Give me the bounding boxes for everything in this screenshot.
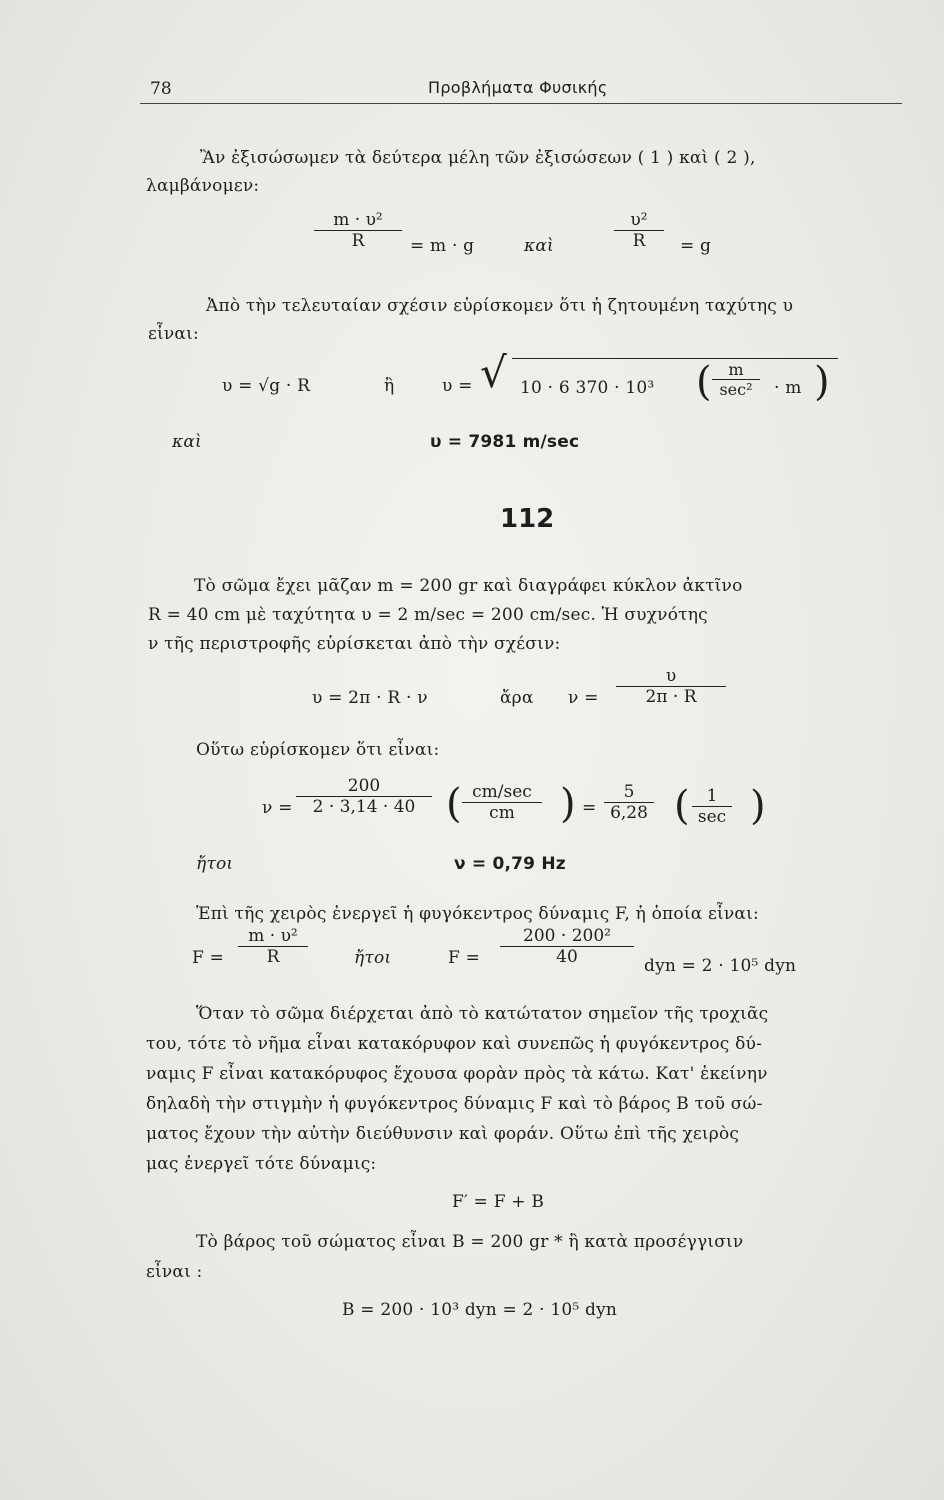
paragraph-line: ν τῆς περιστροφῆς εὑρίσκεται ἀπὸ τὴν σχέσιν: (148, 634, 561, 654)
paren: ( (674, 783, 690, 829)
paren: ( (446, 781, 462, 827)
result-equation: υ = 7981 m/sec (430, 432, 580, 452)
fraction: υ 2π · R (616, 666, 726, 707)
equation-text: = (582, 798, 597, 818)
equation-text: υ = (442, 376, 473, 396)
equation-text: υ = 2π · R · ν (312, 688, 428, 708)
result-equation: ν = 0,79 Hz (454, 854, 566, 874)
conjunction: καὶ (172, 432, 202, 452)
conjunction: ἢ (384, 376, 395, 396)
fraction: υ² R (614, 210, 664, 251)
running-title: Προβλήματα Φυσικής (428, 78, 608, 97)
paragraph-line: Τὸ βάρος τοῦ σώματος εἶναι B = 200 gr * ἢ κατὰ προσέγγισιν (196, 1232, 744, 1252)
conjunction: ἄρα (500, 688, 534, 708)
root-bar (512, 358, 838, 359)
paragraph-line: Τὸ σῶμα ἔχει μᾶζαν m = 200 gr καὶ διαγράφει κύκλον ἀκτῖνο (194, 576, 743, 596)
fraction: cm/sec cm (462, 782, 542, 823)
equation-text: 10 · 6 370 · 10³ (520, 378, 655, 398)
paragraph-line: Ἂν ἐξισώσωμεν τὰ δεύτερα μέλη τῶν ἐξισώσεων ( 1 ) καὶ ( 2 ), (200, 148, 756, 168)
paren: ) (750, 783, 766, 829)
equation-text: · m (774, 378, 802, 398)
equation-text: = m · g (410, 236, 475, 256)
paragraph-line: δηλαδὴ τὴν στιγμὴν ἡ φυγόκεντρος δύναμις F καὶ τὸ βάρος B τοῦ σώ- (146, 1094, 763, 1114)
paragraph-line: Ἐπὶ τῆς χειρὸς ἐνεργεῖ ἡ φυγόκεντρος δύναμις F, ἡ ὁποία εἶναι: (196, 904, 759, 924)
paren: ( (696, 359, 712, 405)
fraction: m · υ² R (238, 926, 308, 967)
fraction: 1 sec (692, 786, 732, 827)
conjunction: ἤτοι (354, 948, 392, 968)
equation-text: υ = √g · R (222, 376, 311, 396)
paragraph-line: εἶναι: (148, 324, 199, 344)
fraction: m · υ² R (314, 210, 402, 251)
equation-text: F = (448, 948, 481, 968)
paragraph-line: ναμις F εἶναι κατακόρυφος ἔχουσα φορὰν πρὸς τὰ κάτω. Κατ' ἐκείνην (146, 1064, 768, 1084)
equation-text: = g (680, 236, 712, 256)
equation-text: F′ = F + B (452, 1192, 545, 1212)
problem-number: 112 (500, 504, 555, 534)
fraction: 200 2 · 3,14 · 40 (296, 776, 432, 817)
root-sign: √ (480, 348, 507, 397)
paragraph-line: ματος ἔχουν τὴν αὐτὴν διεύθυνσιν καὶ φοράν. Οὕτω ἐπὶ τῆς χειρὸς (146, 1124, 740, 1144)
equation-text: ν = (568, 688, 599, 708)
conjunction: ἤτοι (196, 854, 234, 874)
paragraph-line: λαμβάνομεν: (146, 176, 260, 196)
fraction: m sec² (712, 360, 760, 399)
equation-text: F = (192, 948, 225, 968)
header-rule (140, 103, 902, 104)
paragraph-line: εἶναι : (146, 1262, 203, 1282)
fraction: 5 6,28 (604, 782, 654, 823)
equation-text: dyn = 2 · 10⁵ dyn (644, 956, 797, 976)
fraction: 200 · 200² 40 (500, 926, 634, 967)
paragraph-line: Οὕτω εὑρίσκομεν ὅτι εἶναι: (196, 740, 440, 760)
paragraph-line: Ἀπὸ τὴν τελευταίαν σχέσιν εὑρίσκομεν ὅτι ἡ ζητουμένη ταχύτης υ (206, 296, 794, 316)
paren: ) (560, 781, 576, 827)
paragraph-line: R = 40 cm μὲ ταχύτητα υ = 2 m/sec = 200 cm/sec. Ἡ συχνότης (148, 605, 708, 625)
paragraph-line: Ὅταν τὸ σῶμα διέρχεται ἀπὸ τὸ κατώτατον σημεῖον τῆς τροχιᾶς (196, 1004, 769, 1024)
equation-text: B = 200 · 10³ dyn = 2 · 10⁵ dyn (342, 1300, 618, 1320)
conjunction: καὶ (524, 236, 554, 256)
equation-text: ν = (262, 798, 293, 818)
page-number: 78 (150, 79, 172, 99)
paren: ) (814, 359, 830, 405)
paragraph-line: του, τότε τὸ νῆμα εἶναι κατακόρυφον καὶ συνεπῶς ἡ φυγόκεντρος δύ- (146, 1034, 763, 1054)
paragraph-line: μας ἐνεργεῖ τότε δύναμις: (146, 1154, 377, 1174)
